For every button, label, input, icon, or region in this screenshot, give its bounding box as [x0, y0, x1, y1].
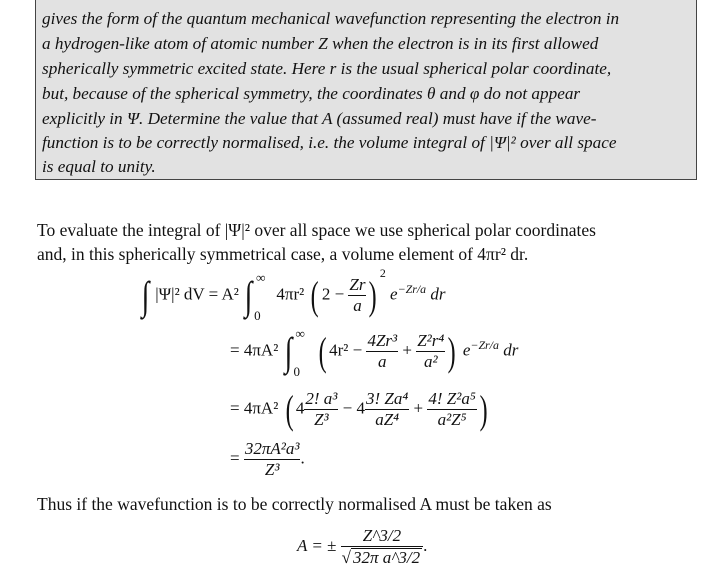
- problem-line-3: spherically symmetric excited state. Here r is the usual spherical polar coordinate,: [42, 59, 612, 78]
- solution-line-3: Thus if the wavefunction is to be correctly normalised A must be taken as: [37, 494, 552, 514]
- eq2-fraction-1: $\frac{\text{4Zr³}}{a}$: [367, 331, 398, 371]
- problem-statement-box: [35, 0, 697, 180]
- integral-sign: ∫: [244, 273, 253, 318]
- eq5-fraction: $\frac{Z\^{}3/2}{\text{√ 32π a\textasciicircum{}3/2}}$: [341, 527, 424, 567]
- eq5-end: .: [423, 535, 428, 555]
- eq5-lhs: A = ±: [297, 535, 337, 555]
- eq2-exp: e: [462, 340, 471, 360]
- eq3-coef1: 4: [295, 398, 305, 418]
- eq3-plus: +: [413, 398, 424, 418]
- eq3-prefix: = 4πA²: [230, 398, 279, 418]
- problem-line-6: function is to be correctly normalised, i.e. the volume integral of |Ψ|² over all space: [42, 133, 617, 152]
- eq3-fraction-2: $\frac{\text{3! Za⁴}}{\text{aZ⁴}}$: [365, 389, 409, 429]
- eq2-fraction-2: $\frac{\text{Z²r⁴}}{\text{a²}}$: [417, 331, 445, 371]
- eq3-fraction-3: $\frac{\text{4! Z²a⁵}}{\text{a²Z⁵}}$: [428, 389, 476, 429]
- eq1-fraction: $\frac{Zr}{a}$: [349, 275, 366, 315]
- solution-line-1: To evaluate the integral of |Ψ|² over all space we use spherical polar coordinates: [37, 220, 596, 240]
- integral-limits: ∞ 0: [293, 325, 305, 379]
- eq4-fraction: $\frac{\text{32πA²a³}}{\text{Z³}}$: [244, 439, 300, 479]
- eq1-exp: e: [390, 284, 398, 304]
- problem-line-4: but, because of the spherical symmetry, the coordinates θ and φ do not appear: [42, 84, 581, 103]
- eq2-dr: dr: [503, 340, 519, 360]
- equation-3: = 4πA² ( 4 $\frac{\text{2! a³}}{\text{Z³}}$ − 4 $\frac{\text{3! Za⁴}}{\text{aZ⁴}}$ + $\frac{\text{4! Z²a⁵}}{\text{a²Z⁵}}$ ): [230, 387, 488, 432]
- eq5-denominator: 32π a^3/2: [352, 547, 421, 567]
- equation-1: ∫ |Ψ|² dV = A² ∫ ∞ 0 4πr² ( 2 − $\frac{Zr}{a}$ )$^2$ $e^{-Zr/a}$ dr: [141, 265, 446, 323]
- equation-5: [297, 527, 427, 567]
- eq1-exp-power: −Zr/a: [397, 281, 427, 296]
- equation-4: [230, 440, 305, 479]
- eq1-two: 2 −: [321, 284, 345, 304]
- eq4-end: .: [300, 448, 305, 468]
- eq1-lhs: |Ψ|² dV = A²: [155, 284, 239, 304]
- integral-limits: ∞ 0: [254, 269, 266, 323]
- eq1-dr: dr: [430, 284, 446, 304]
- problem-line-1: gives the form of the quantum mechanical wavefunction representing the electron in: [42, 9, 620, 28]
- solution-line-2: and, in this spherically symmetrical case, a volume element of 4πr² dr.: [37, 244, 529, 264]
- eq3-minus: − 4: [342, 398, 365, 418]
- eq2-exp-power: −Zr/a: [470, 337, 499, 352]
- eq2-prefix: = 4πA²: [230, 340, 279, 360]
- eq2-term1: 4r² −: [329, 340, 363, 360]
- eq2-plus: +: [402, 340, 412, 360]
- equation-2: = 4πA² ∫ ∞ 0 ( 4r² − $\frac{\text{4Zr³}}{a}$ + $\frac{\text{Z²r⁴}}{\text{a²}}$ ) $e^{-Zr/a}$ dr: [230, 325, 519, 379]
- eq3-fraction-1: $\frac{\text{2! a³}}{\text{Z³}}$: [305, 389, 338, 429]
- eq1-square: 2: [379, 265, 386, 280]
- integral-sign: ∫: [141, 273, 150, 318]
- eq1-term: 4πr²: [276, 284, 305, 304]
- integral-sign: ∫: [284, 329, 292, 374]
- problem-line-7: is equal to unity.: [42, 157, 156, 176]
- problem-line-5: explicitly in Ψ. Determine the value that A (assumed real) must have if the wave-: [42, 109, 597, 128]
- eq5-root: √: [341, 547, 351, 567]
- problem-line-2: a hydrogen-like atom of atomic number Z when the electron is in its first allowed: [42, 34, 599, 53]
- eq4-prefix: =: [230, 448, 240, 468]
